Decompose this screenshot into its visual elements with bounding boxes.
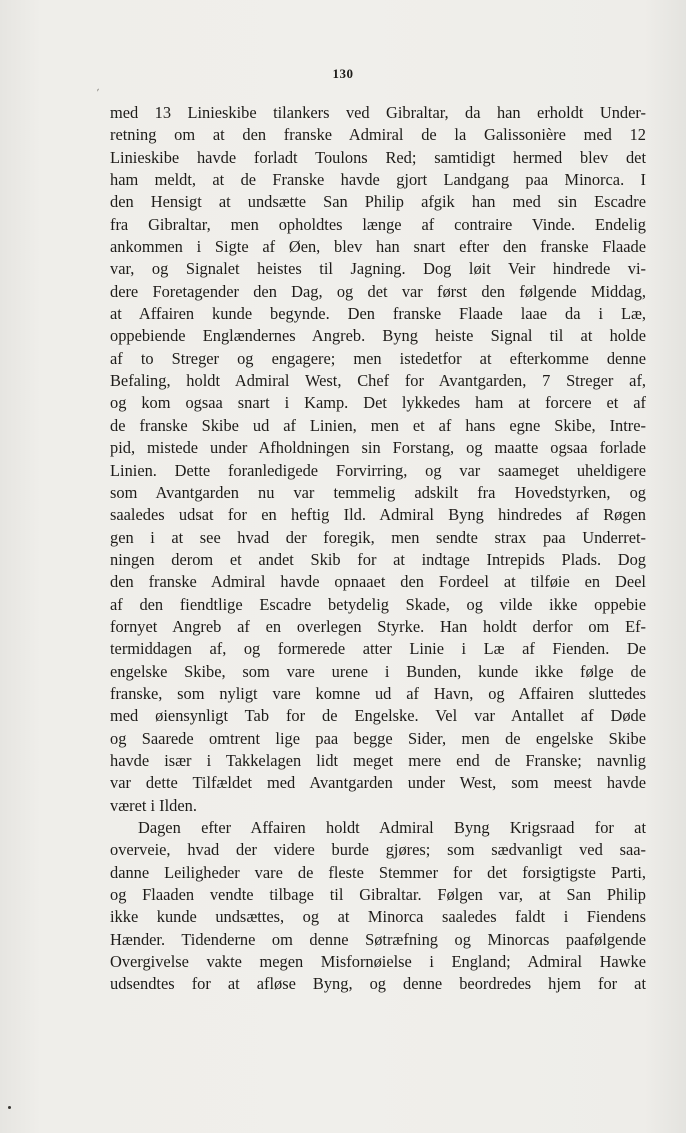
text-line: som Avantgarden nu var temmelig adskilt fra Hovedstyrken, og bbox=[110, 482, 646, 502]
text-line: den Hensigt at undsætte San Philip afgik han med sin Escadre bbox=[110, 192, 646, 212]
page-number: 130 bbox=[332, 66, 354, 81]
text-line: franske, som nyligt vare komne ud af Havn, og Affairen sluttedes bbox=[110, 683, 646, 703]
text-line: med øiensynligt Tab for de Engelske. Vel var Antallet af Døde bbox=[110, 706, 646, 726]
text-line: ningen derom et andet Skib for at indtage Intrepids Plads. Dog bbox=[110, 549, 646, 569]
text-line: og kom ogsaa snart i Kamp. Det lykkedes ham at forcere et af bbox=[110, 393, 646, 413]
ink-speck: ´ bbox=[94, 86, 105, 101]
text-line: Befaling, holdt Admiral West, Chef for Avantgarden, 7 Streger af, bbox=[110, 371, 646, 391]
text-line: været i Ilden. bbox=[110, 795, 197, 815]
text-line: var dette Tilfældet med Avantgarden under West, som meest havde bbox=[110, 773, 646, 793]
text-line: overveie, hvad der videre burde gjøres; som sædvanligt ved saa- bbox=[110, 840, 646, 860]
text-line: fornyet Angreb af en overlegen Styrke. Han holdt derfor om Ef- bbox=[110, 616, 646, 636]
text-line: gen i at see hvad der foregik, men sendte strax paa Underret- bbox=[110, 527, 646, 547]
body-text bbox=[110, 102, 646, 996]
text-line: ankommen i Sigte af Øen, blev han snart efter den franske Flaade bbox=[110, 237, 646, 257]
text-line: pid, mistede under Afholdningen sin Forstang, og maatte ogsaa forlade bbox=[110, 438, 646, 458]
text-line: af to Streger og engagere; men istedetfor at efterkomme denne bbox=[110, 348, 646, 368]
text-line: termiddagen af, og formerede atter Linie i Læ af Fienden. De bbox=[110, 639, 646, 659]
text-line: saaledes udsat for en heftig Ild. Admiral Byng hindredes af Røgen bbox=[110, 505, 646, 525]
text-line: Hænder. Tidenderne om denne Søtræfning og Minorcas paafølgende bbox=[110, 929, 646, 949]
text-line: af den fiendtlige Escadre betydelig Skade, og vilde ikke oppebie bbox=[110, 594, 646, 614]
text-line: de franske Skibe ud af Linien, men et af hans egne Skibe, Intre- bbox=[110, 415, 646, 435]
text-line: Linien. Dette foranledigede Forvirring, og var saameget uheldigere bbox=[110, 460, 646, 480]
text-line: at Affairen kunde begynde. Den franske Flaade laae da i Læ, bbox=[110, 304, 646, 324]
text-line: og Saarede omtrent lige paa begge Sider, men de engelske Skibe bbox=[110, 728, 646, 748]
text-line: havde især i Takkelagen lidt meget mere end de Franske; navnlig bbox=[110, 750, 646, 770]
text-line: Dagen efter Affairen holdt Admiral Byng Krigsraad for at bbox=[138, 818, 646, 837]
text-line: fra Gibraltar, men opholdtes længe af contraire Vinde. Endelig bbox=[110, 214, 646, 234]
text-line: danne Leiligheder vare de fleste Stemmer for det forsigtigste Parti, bbox=[110, 862, 646, 882]
text-line: den franske Admiral havde opnaaet den Fordeel at tilføie en Deel bbox=[110, 572, 646, 592]
text-line: udsendtes for at afløse Byng, og denne beordredes hjem for at bbox=[110, 974, 646, 994]
text-line: dere Foretagender den Dag, og det var først den følgende Middag, bbox=[110, 281, 646, 301]
text-line: Overgivelse vakte megen Misfornøielse i England; Admiral Hawke bbox=[110, 952, 646, 972]
text-line: oppebiende Englændernes Angreb. Byng heiste Signal til at holde bbox=[110, 326, 646, 346]
text-line: ikke kunde undsættes, og at Minorca saaledes faldt i Fiendens bbox=[110, 907, 646, 927]
text-line: engelske Skibe, som vare urene i Bunden, kunde ikke følge de bbox=[110, 661, 646, 681]
text-line: med 13 Linieskibe tilankers ved Gibraltar, da han erholdt Under- bbox=[110, 103, 646, 122]
text-line: Linieskibe havde forladt Toulons Red; samtidigt hermed blev det bbox=[110, 147, 646, 167]
ink-dot bbox=[8, 1106, 11, 1109]
text-line: og Flaaden vendte tilbage til Gibraltar. Følgen var, at San Philip bbox=[110, 885, 646, 905]
text-line: ham meldt, at de Franske havde gjort Landgang paa Minorca. I bbox=[110, 170, 646, 190]
text-line: var, og Signalet heistes til Jagning. Dog løit Veir hindrede vi- bbox=[110, 259, 646, 279]
text-line: retning om at den franske Admiral de la Galissonière med 12 bbox=[110, 125, 646, 145]
